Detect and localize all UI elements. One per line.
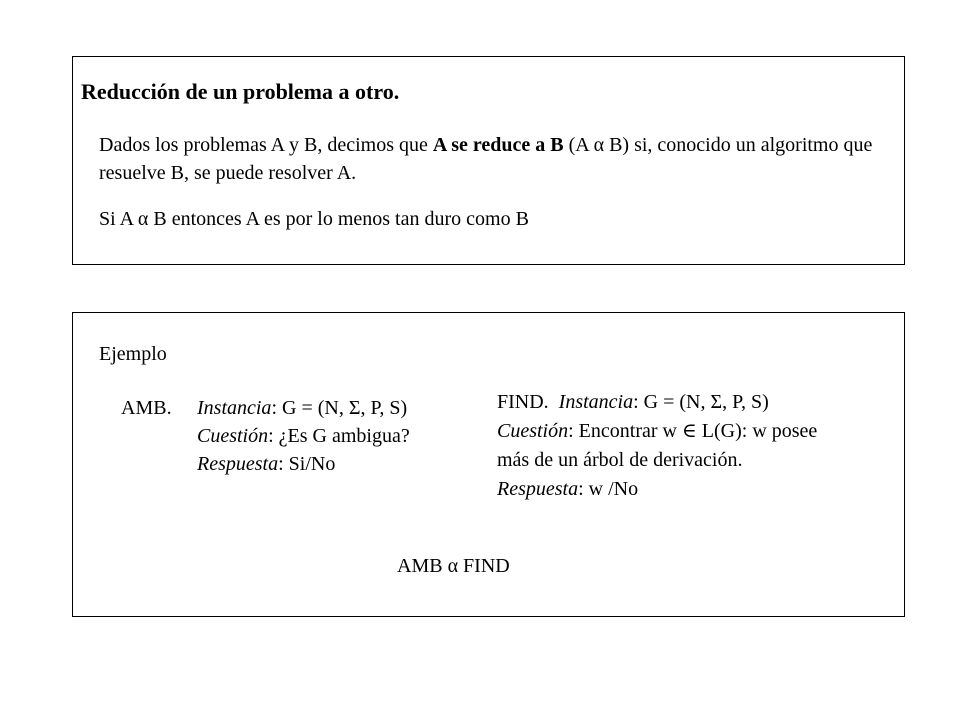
find-instancia-line bbox=[497, 388, 817, 417]
amb-instancia-line bbox=[197, 394, 410, 422]
amb-cuestion-label: Cuestión bbox=[197, 425, 269, 447]
hardness-statement: Si A α B entonces A es por lo menos tan duro como B bbox=[99, 208, 529, 230]
find-instancia-value: : G = (N, Σ, P, S) bbox=[633, 391, 769, 413]
amb-respuesta-value: : Si/No bbox=[278, 453, 336, 475]
amb-problem-name: AMB. bbox=[121, 397, 172, 419]
find-cuestion-label: Cuestión bbox=[497, 420, 569, 442]
definition-text-pre: Dados los problemas A y B, decimos que bbox=[99, 134, 433, 156]
find-instancia-label: Instancia bbox=[558, 391, 634, 413]
amb-cuestion-value: : ¿Es G ambigua? bbox=[268, 425, 410, 447]
find-problem bbox=[497, 388, 817, 504]
find-cuestion-value-1: : Encontrar w ∈ L(G): w posee bbox=[568, 420, 818, 442]
definition-title: Reducción de un problema a otro. bbox=[81, 79, 400, 104]
amb-instancia-label: Instancia bbox=[197, 397, 272, 419]
find-cuestion-line bbox=[497, 417, 817, 446]
definition-bold-term: A se reduce a B bbox=[432, 134, 564, 156]
find-problem-name: FIND. bbox=[497, 391, 549, 413]
amb-respuesta-label: Respuesta bbox=[197, 453, 279, 475]
definition-box bbox=[72, 56, 905, 265]
amb-cuestion-line bbox=[197, 422, 410, 450]
amb-respuesta-line bbox=[197, 450, 410, 478]
find-respuesta-label: Respuesta bbox=[497, 478, 579, 500]
find-cuestion-continuation: más de un árbol de derivación. bbox=[497, 449, 743, 471]
example-box bbox=[72, 312, 905, 617]
find-respuesta-line bbox=[497, 475, 817, 504]
definition-text-post: (A α B) si, conocido un algoritmo que resuelve B, se puede resolver A. bbox=[99, 134, 873, 184]
amb-problem-lines bbox=[197, 394, 410, 478]
definition-paragraph bbox=[99, 131, 879, 187]
amb-instancia-value: : G = (N, Σ, P, S) bbox=[271, 397, 408, 419]
reduction-statement: AMB α FIND bbox=[397, 555, 510, 577]
example-heading: Ejemplo bbox=[99, 343, 167, 365]
find-respuesta-value: : w /No bbox=[578, 478, 639, 500]
